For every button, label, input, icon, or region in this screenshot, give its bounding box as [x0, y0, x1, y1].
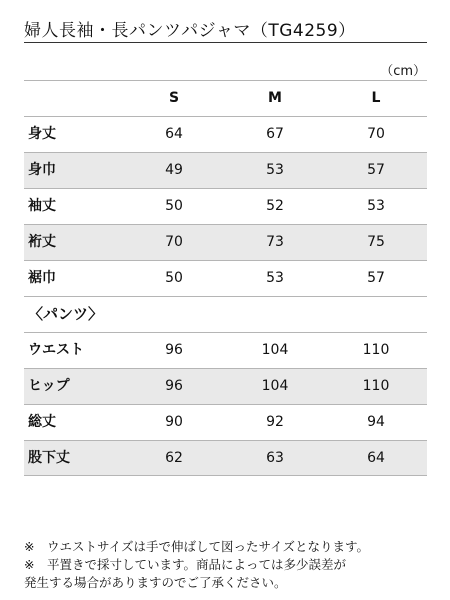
value-m: 52: [266, 198, 284, 214]
size-header-row: [24, 80, 427, 116]
value-l: 70: [367, 126, 385, 142]
row-label: 裄丈: [28, 234, 56, 250]
value-s: 70: [165, 234, 183, 250]
row-label: ヒップ: [28, 378, 70, 394]
notes: [24, 538, 369, 592]
value-m: 67: [266, 126, 284, 142]
table-row: [24, 404, 427, 440]
value-l: 53: [367, 198, 385, 214]
size-header-m: M: [268, 90, 282, 106]
value-m: 73: [266, 234, 284, 250]
value-s: 50: [165, 270, 183, 286]
note-line: 発生する場合がありますのでご了承ください。: [24, 575, 287, 590]
row-label: 裾巾: [28, 270, 56, 286]
table-row: [24, 224, 427, 260]
size-table: [24, 80, 427, 476]
row-label: 股下丈: [28, 450, 70, 466]
table-row: [24, 260, 427, 296]
unit-label: （cm）: [380, 64, 426, 79]
value-s: 90: [165, 414, 183, 430]
table-row: [24, 440, 427, 476]
row-label: 総丈: [28, 414, 56, 430]
value-s: 96: [165, 378, 183, 394]
table-row: [24, 368, 427, 404]
value-s: 50: [165, 198, 183, 214]
value-s: 49: [165, 162, 183, 178]
size-header-s: S: [168, 90, 180, 106]
value-l: 57: [367, 162, 385, 178]
section-label: 〈パンツ〉: [28, 305, 104, 323]
value-l: 75: [367, 234, 385, 250]
table-row: [24, 152, 427, 188]
value-l: 110: [362, 378, 390, 394]
value-l: 94: [367, 414, 385, 430]
value-m: 104: [261, 378, 289, 394]
value-m: 63: [266, 450, 284, 466]
table-row: [24, 332, 427, 368]
row-label: ウエスト: [28, 342, 84, 358]
page-title: 婦人長袖・長パンツパジャマ（TG4259）: [24, 21, 356, 41]
value-m: 92: [266, 414, 284, 430]
row-label: 身丈: [28, 126, 56, 142]
note-line: ※ ウエストサイズは手で伸ばして図ったサイズとなります。: [24, 539, 369, 554]
note-line: ※ 平置きで採寸しています。商品によっては多少誤差が: [24, 557, 346, 572]
value-s: 62: [165, 450, 183, 466]
value-l: 57: [367, 270, 385, 286]
value-m: 104: [261, 342, 289, 358]
title-underline: [24, 42, 427, 43]
value-s: 64: [165, 126, 183, 142]
table-row: [24, 116, 427, 152]
value-l: 110: [362, 342, 390, 358]
pants-section-heading: [24, 296, 427, 332]
value-m: 53: [266, 162, 284, 178]
value-s: 96: [165, 342, 183, 358]
row-label: 身巾: [28, 162, 56, 178]
row-label: 袖丈: [28, 198, 56, 214]
size-header-l: L: [371, 90, 381, 106]
value-l: 64: [367, 450, 385, 466]
value-m: 53: [266, 270, 284, 286]
table-row: [24, 188, 427, 224]
